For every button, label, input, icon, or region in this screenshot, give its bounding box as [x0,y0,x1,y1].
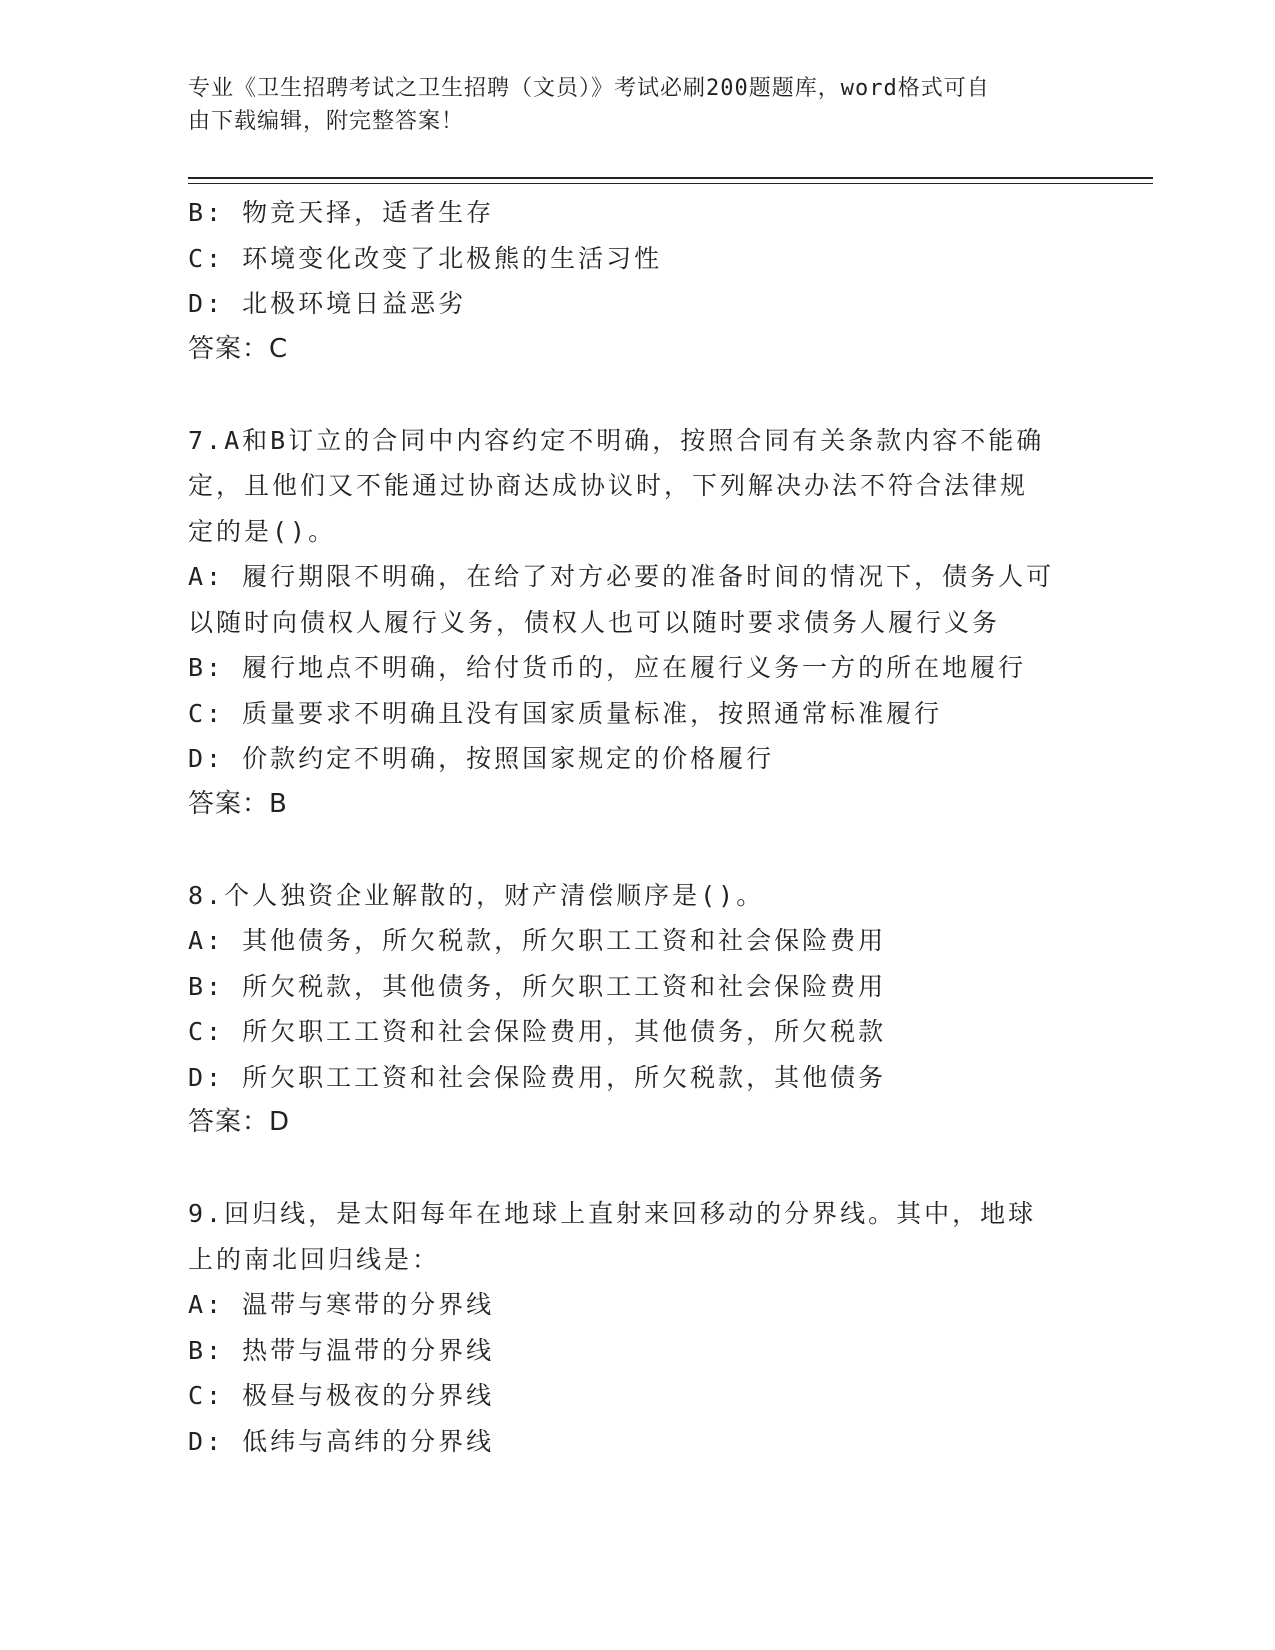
q9-option-d: D: 低纬与高纬的分界线 [188,1426,495,1456]
q7-stem-line-3: 定的是()。 [188,516,337,546]
q9-option-b: B: 热带与温带的分界线 [188,1335,495,1365]
q9-stem-line-1: 9.回归线，是太阳每年在地球上直射来回移动的分界线。其中，地球 [188,1199,1037,1228]
q8-option-a: A: 其他债务，所欠税款，所欠职工工资和社会保险费用 [188,926,887,955]
q8-option-c: C: 所欠职工工资和社会保险费用，其他债务，所欠税款 [188,1017,887,1046]
q6-option-d: D: 北极环境日益恶劣 [188,289,467,318]
q7-answer: 答案：B [188,788,288,819]
q7-option-b: B: 履行地点不明确，给付货币的，应在履行义务一方的所在地履行 [188,653,1027,682]
q6-answer: 答案：C [188,333,289,364]
header-rule-thin [188,183,1153,184]
document-header [188,72,1088,138]
q6-option-b: B: 物竞天择，适者生存 [188,198,495,227]
q9-option-a: A: 温带与寒带的分界线 [188,1290,495,1319]
question-7 [188,418,1118,828]
q9-option-c: C: 极昼与极夜的分界线 [188,1381,495,1410]
q8-answer: 答案：D [188,1107,291,1137]
spacer [188,1146,1118,1192]
q7-option-d: D: 价款约定不明确，按照国家规定的价格履行 [188,744,775,773]
header-line-1: 专业《卫生招聘考试之卫生招聘（文员）》考试必刷200题题库，word格式可自 [188,76,990,101]
q7-option-c: C: 质量要求不明确且没有国家质量标准，按照通常标准履行 [188,698,943,728]
q6-option-c: C: 环境变化改变了北极熊的生活习性 [188,243,663,273]
spacer [188,827,1118,873]
q8-option-b: B: 所欠税款，其他债务，所欠职工工资和社会保险费用 [188,971,887,1001]
header-line-2: 由下载编辑，附完整答案！ [188,109,465,134]
q7-option-a-line-2: 以随时向债权人履行义务，债权人也可以随时要求债务人履行义务 [188,607,1001,637]
q8-stem: 8.个人独资企业解散的，财产清偿顺序是()。 [188,880,765,910]
q7-stem-line-1: 7.A和B订立的合同中内容约定不明确，按照合同有关条款内容不能确 [188,425,1045,455]
question-8 [188,873,1118,1146]
question-list [188,190,1118,1464]
q7-option-a-line-1: A: 履行期限不明确，在给了对方必要的准备时间的情况下，债务人可 [188,562,1055,591]
q8-option-d: D: 所欠职工工资和社会保险费用，所欠税款，其他债务 [188,1062,887,1092]
question-9 [188,1191,1118,1464]
header-rule-thick [188,177,1153,179]
q7-stem-line-2: 定，且他们又不能通过协商达成协议时，下列解决办法不符合法律规 [188,471,1029,500]
q9-stem-line-2: 上的南北回归线是： [188,1244,441,1274]
spacer [188,372,1118,418]
question-6-tail [188,190,1118,372]
